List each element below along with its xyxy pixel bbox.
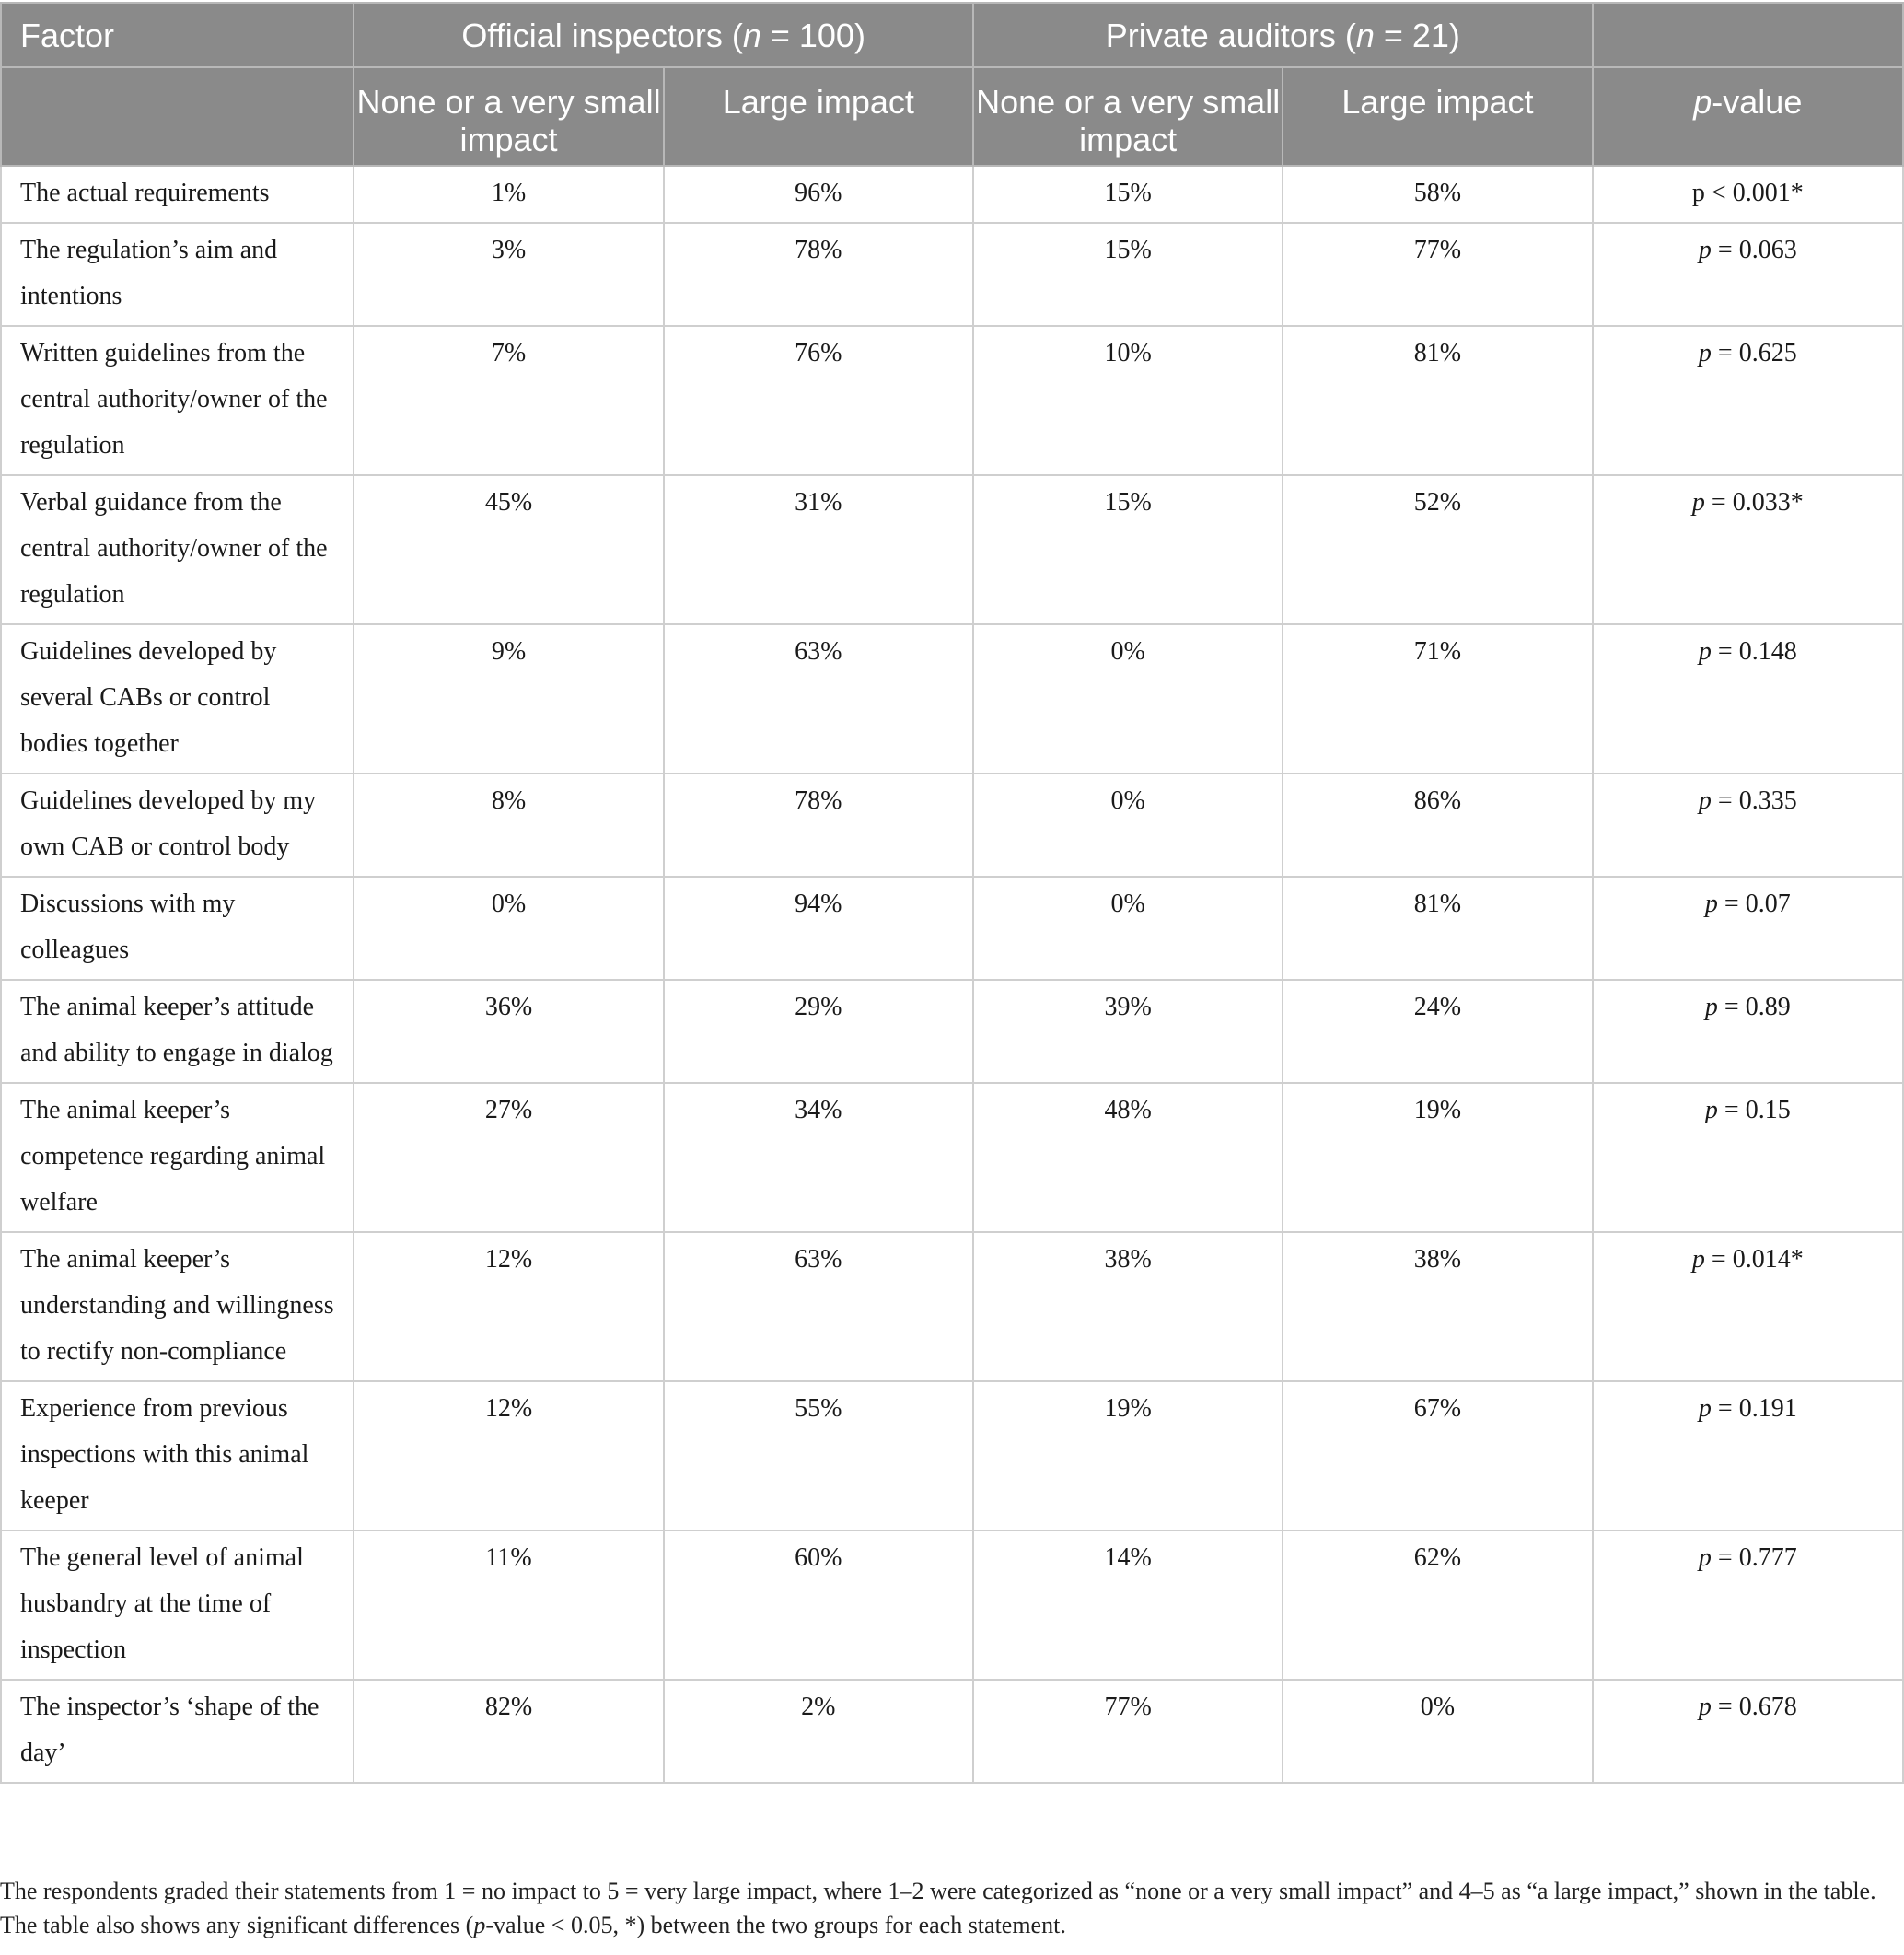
p-value-text: = 0.07 xyxy=(1717,890,1791,918)
table-row xyxy=(1,166,1903,223)
p-value-text: = 0.014* xyxy=(1704,1245,1804,1274)
table-row xyxy=(1,223,1903,326)
p-value-cell xyxy=(1593,326,1903,475)
empty-header-cell xyxy=(1593,3,1903,67)
table-row xyxy=(1,1381,1903,1530)
factor-cell: Discussions with my colleagues xyxy=(1,877,354,980)
private-none-small-cell: 38% xyxy=(973,1232,1283,1381)
official-large-impact-cell: 76% xyxy=(664,326,973,475)
table-row xyxy=(1,1530,1903,1680)
official-large-impact-cell: 63% xyxy=(664,624,973,774)
header-row-subcolumns xyxy=(1,67,1903,166)
private-none-small-cell: 14% xyxy=(973,1530,1283,1680)
p-value-text: = 0.033* xyxy=(1704,488,1804,517)
private-large-impact-cell: 71% xyxy=(1283,624,1592,774)
factor-cell: Experience from previous inspections with this animal keeper xyxy=(1,1381,354,1530)
p-value-text: = 0.063 xyxy=(1711,236,1797,264)
empty-header-cell xyxy=(1,67,354,166)
p-value-text: = 0.191 xyxy=(1711,1394,1797,1423)
private-none-small-cell: 77% xyxy=(973,1680,1283,1783)
factor-cell: Verbal guidance from the central authority/owner of the regulation xyxy=(1,475,354,624)
private-large-impact-cell: 0% xyxy=(1283,1680,1592,1783)
p-value-text: = 0.335 xyxy=(1711,786,1797,815)
private-large-impact-cell: 62% xyxy=(1283,1530,1592,1680)
private-none-small-cell: 48% xyxy=(973,1083,1283,1232)
p-symbol: p xyxy=(1704,993,1718,1021)
official-large-impact-cell: 31% xyxy=(664,475,973,624)
table-row xyxy=(1,475,1903,624)
p-value-cell xyxy=(1593,1083,1903,1232)
table-row xyxy=(1,980,1903,1083)
official-none-small-cell: 12% xyxy=(354,1381,663,1530)
official-none-small-header: None or a very small impact xyxy=(354,67,663,166)
private-large-impact-cell: 81% xyxy=(1283,326,1592,475)
factor-cell: The animal keeper’s competence regarding animal welfare xyxy=(1,1083,354,1232)
private-large-impact-cell: 38% xyxy=(1283,1232,1592,1381)
factor-cell: The animal keeper’s attitude and ability to engage in dialog xyxy=(1,980,354,1083)
official-none-small-cell: 36% xyxy=(354,980,663,1083)
private-none-small-cell: 0% xyxy=(973,624,1283,774)
table-row xyxy=(1,624,1903,774)
official-inspectors-header: Official inspectors (n = 100) xyxy=(354,3,973,67)
official-none-small-cell: 11% xyxy=(354,1530,663,1680)
official-none-small-cell: 1% xyxy=(354,166,663,223)
p-symbol: p xyxy=(1698,1543,1712,1572)
official-none-small-cell: 12% xyxy=(354,1232,663,1381)
table-row xyxy=(1,1232,1903,1381)
private-large-impact-cell: 77% xyxy=(1283,223,1592,326)
private-none-small-cell: 0% xyxy=(973,877,1283,980)
p-value-text: = 0.777 xyxy=(1711,1543,1797,1572)
private-none-small-cell: 10% xyxy=(973,326,1283,475)
official-large-impact-cell: 63% xyxy=(664,1232,973,1381)
private-large-impact-cell: 19% xyxy=(1283,1083,1592,1232)
private-large-impact-cell: 81% xyxy=(1283,877,1592,980)
p-value-cell xyxy=(1593,223,1903,326)
p-value-text: = 0.15 xyxy=(1717,1096,1791,1124)
private-large-impact-cell: 58% xyxy=(1283,166,1592,223)
official-large-impact-cell: 78% xyxy=(664,223,973,326)
official-none-small-cell: 3% xyxy=(354,223,663,326)
official-large-impact-cell: 78% xyxy=(664,774,973,877)
private-none-small-cell: 15% xyxy=(973,223,1283,326)
p-value-cell xyxy=(1593,980,1903,1083)
official-none-small-cell: 9% xyxy=(354,624,663,774)
p-symbol: p xyxy=(1704,890,1718,918)
p-value-text: = 0.148 xyxy=(1711,637,1797,666)
p-symbol: p xyxy=(1698,339,1712,367)
factor-cell: The actual requirements xyxy=(1,166,354,223)
table-row xyxy=(1,877,1903,980)
official-none-small-cell: 0% xyxy=(354,877,663,980)
private-none-small-header: None or a very small impact xyxy=(973,67,1283,166)
p-value-text: = 0.625 xyxy=(1711,339,1797,367)
p-symbol: p xyxy=(1698,786,1712,815)
p-value-header: p-value xyxy=(1593,67,1903,166)
official-none-small-cell: 7% xyxy=(354,326,663,475)
p-symbol: p xyxy=(1691,1245,1705,1274)
p-symbol: p xyxy=(1698,637,1712,666)
p-value-cell xyxy=(1593,774,1903,877)
private-none-small-cell: 39% xyxy=(973,980,1283,1083)
official-large-impact-cell: 2% xyxy=(664,1680,973,1783)
p-value-text: = 0.89 xyxy=(1717,993,1791,1021)
official-large-impact-header: Large impact xyxy=(664,67,973,166)
official-large-impact-cell: 34% xyxy=(664,1083,973,1232)
p-symbol: p xyxy=(1691,488,1705,517)
p-value-text: = 0.678 xyxy=(1711,1693,1797,1721)
official-none-small-cell: 82% xyxy=(354,1680,663,1783)
official-large-impact-cell: 55% xyxy=(664,1381,973,1530)
results-table xyxy=(0,2,1904,1784)
p-value-cell xyxy=(1593,1530,1903,1680)
p-value-cell xyxy=(1593,166,1903,223)
table-header xyxy=(1,3,1903,166)
table-row xyxy=(1,326,1903,475)
p-symbol: p xyxy=(1698,1394,1712,1423)
header-row-groups xyxy=(1,3,1903,67)
private-none-small-cell: 0% xyxy=(973,774,1283,877)
private-large-impact-header: Large impact xyxy=(1283,67,1592,166)
private-none-small-cell: 15% xyxy=(973,475,1283,624)
official-large-impact-cell: 60% xyxy=(664,1530,973,1680)
factor-cell: The regulation’s aim and intentions xyxy=(1,223,354,326)
factor-cell: Written guidelines from the central authority/owner of the regulation xyxy=(1,326,354,475)
p-value-cell xyxy=(1593,1381,1903,1530)
private-large-impact-cell: 24% xyxy=(1283,980,1592,1083)
p-value-cell xyxy=(1593,1680,1903,1783)
private-large-impact-cell: 86% xyxy=(1283,774,1592,877)
factor-cell: The animal keeper’s understanding and willingness to rectify non-compliance xyxy=(1,1232,354,1381)
table-footnote: The respondents graded their statements from 1 = no impact to 5 = very large impact, where 1–2 were categorized as “none or a very small impact” and 4–5 as “a large impact,” shown in the table. The table also shows any significant differences (p-value < 0.05, *) between the two groups for each statement. xyxy=(0,1878,1876,1938)
official-none-small-cell: 8% xyxy=(354,774,663,877)
factor-cell: The general level of animal husbandry at the time of inspection xyxy=(1,1530,354,1680)
p-value-cell xyxy=(1593,624,1903,774)
table-row xyxy=(1,1083,1903,1232)
factor-cell: The inspector’s ‘shape of the day’ xyxy=(1,1680,354,1783)
p-value-text: < 0.001* xyxy=(1704,179,1804,207)
p-value-cell xyxy=(1593,475,1903,624)
table-body xyxy=(1,166,1903,1783)
private-large-impact-cell: 67% xyxy=(1283,1381,1592,1530)
table-row xyxy=(1,1680,1903,1783)
p-symbol: p xyxy=(1691,179,1705,207)
official-large-impact-cell: 29% xyxy=(664,980,973,1083)
private-large-impact-cell: 52% xyxy=(1283,475,1592,624)
p-value-cell xyxy=(1593,877,1903,980)
factor-cell: Guidelines developed by several CABs or control bodies together xyxy=(1,624,354,774)
p-value-cell xyxy=(1593,1232,1903,1381)
official-none-small-cell: 27% xyxy=(354,1083,663,1232)
private-none-small-cell: 19% xyxy=(973,1381,1283,1530)
p-symbol: p xyxy=(1698,236,1712,264)
official-none-small-cell: 45% xyxy=(354,475,663,624)
factor-column-header: Factor xyxy=(1,3,354,67)
table-row xyxy=(1,774,1903,877)
private-auditors-header: Private auditors (n = 21) xyxy=(973,3,1593,67)
private-none-small-cell: 15% xyxy=(973,166,1283,223)
factor-cell: Guidelines developed by my own CAB or control body xyxy=(1,774,354,877)
official-large-impact-cell: 96% xyxy=(664,166,973,223)
p-symbol: p xyxy=(1704,1096,1718,1124)
p-symbol: p xyxy=(1698,1693,1712,1721)
official-large-impact-cell: 94% xyxy=(664,877,973,980)
